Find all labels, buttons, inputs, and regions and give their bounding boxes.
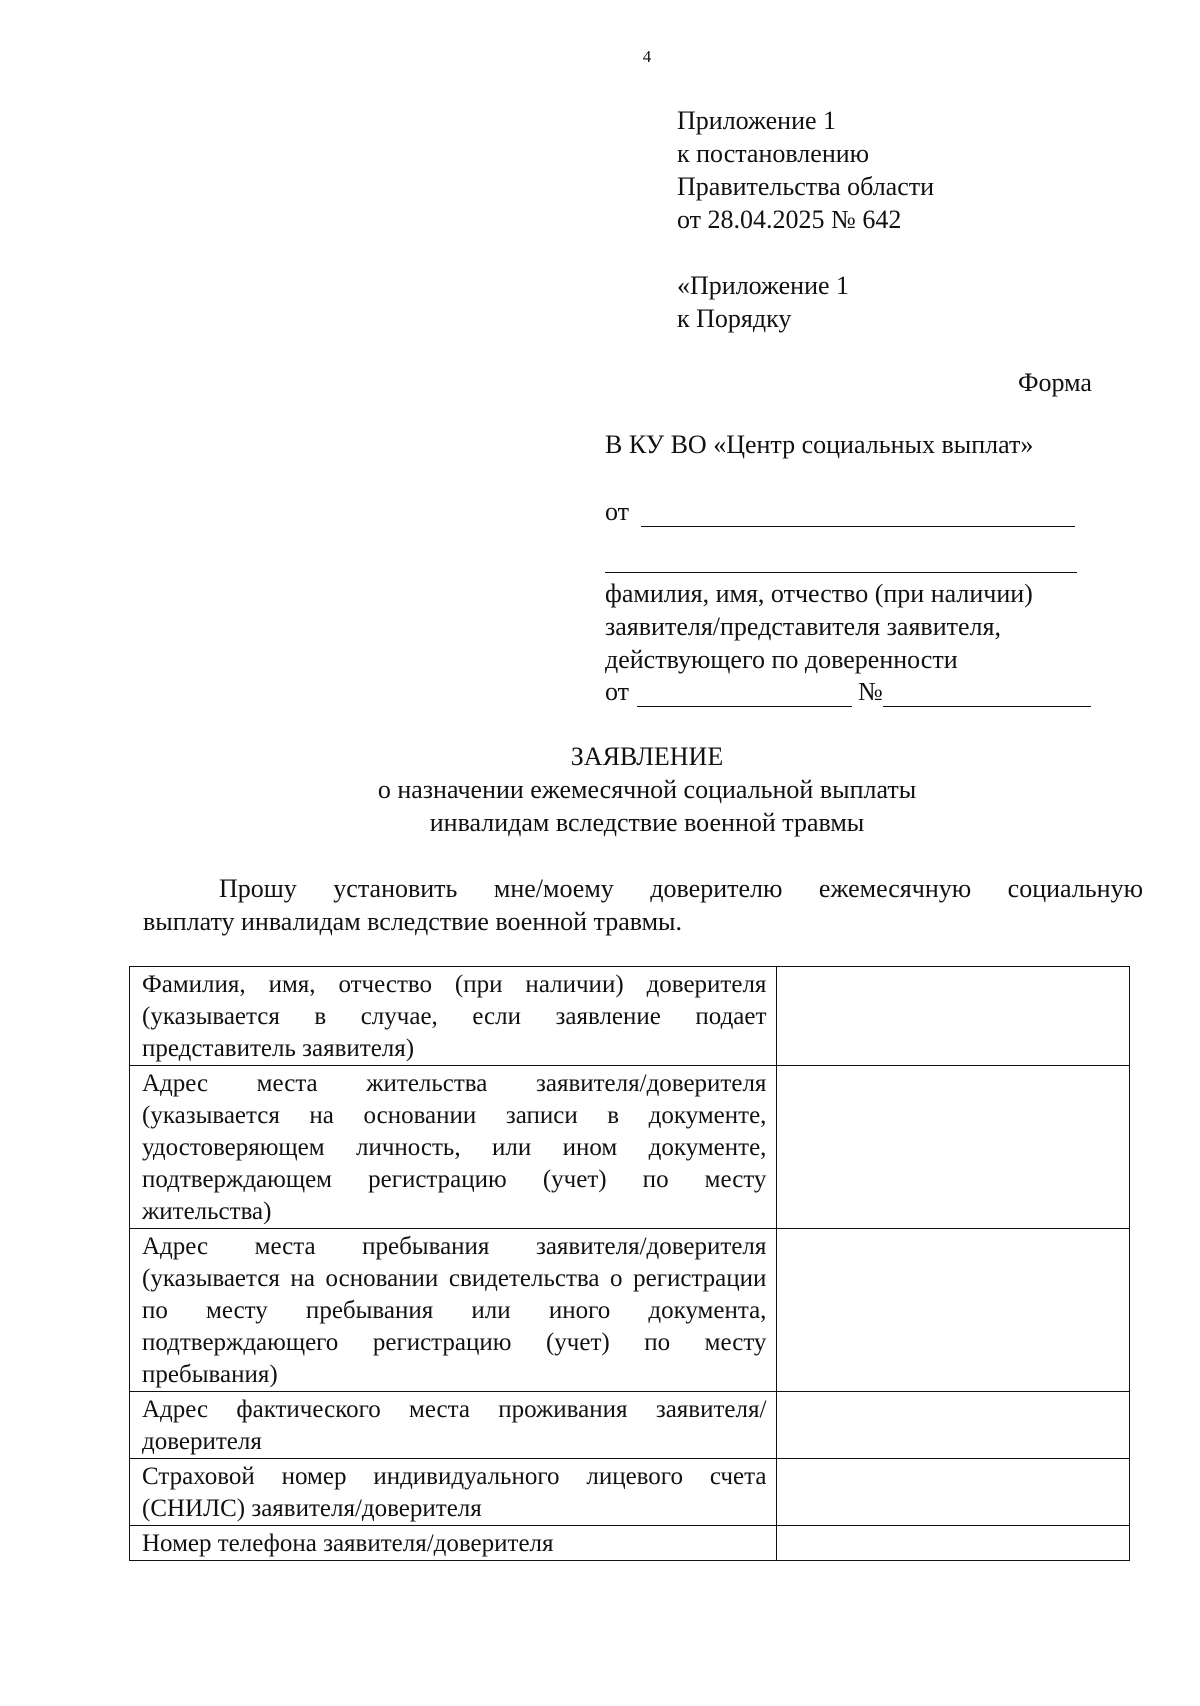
annex-line: Правительства области — [677, 172, 935, 201]
row-value-field[interactable] — [777, 1392, 1130, 1459]
annex-line: от 28.04.2025 № 642 — [677, 205, 902, 234]
row-label: Адрес фактического места проживания заявителя/доверителя — [130, 1392, 777, 1459]
document-title — [0, 740, 1200, 839]
proxy-number-label: № — [858, 677, 883, 706]
table-row — [130, 1392, 1130, 1459]
request-line: выплату инвалидам вследствие военной травмы. — [143, 907, 683, 936]
table-row — [130, 1459, 1130, 1526]
proxy-date-field[interactable] — [637, 680, 852, 707]
form-label: Форма — [1018, 368, 1092, 397]
row-value-field[interactable] — [777, 967, 1130, 1066]
row-label: Адрес места пребывания заявителя/доверителя (указывается на основании свидетельства о регистрации по месту пребывания или иного документа, подтверждающего регистрацию (учет) по месту пребывания) — [130, 1229, 777, 1392]
table-row — [130, 1229, 1130, 1392]
applicant-info-table — [129, 966, 1130, 1561]
table-row — [130, 967, 1130, 1066]
table-row — [130, 1526, 1130, 1561]
caption-line: фамилия, имя, отчество (при наличии) — [605, 579, 1033, 608]
caption-line: заявителя/представителя заявителя, — [605, 612, 1001, 641]
recipient-to: В КУ ВО «Центр социальных выплат» — [605, 430, 1034, 459]
page-number: 4 — [642, 47, 652, 66]
row-label: Фамилия, имя, отчество (при наличии) доверителя (указывается в случае, если заявление подает представитель заявителя) — [130, 967, 777, 1066]
applicant-caption — [605, 577, 1033, 676]
from-label: от — [605, 497, 630, 526]
row-value-field[interactable] — [777, 1066, 1130, 1229]
annex-line: к Порядку — [677, 304, 792, 333]
row-value-field[interactable] — [777, 1229, 1130, 1392]
title-subtitle-line: о назначении ежемесячной социальной выплаты — [377, 775, 917, 804]
annex-line: к постановлению — [677, 139, 870, 168]
annex-line: Приложение 1 — [677, 106, 837, 135]
request-paragraph — [143, 872, 1143, 938]
proxy-row — [605, 677, 1091, 707]
annex-header — [677, 104, 934, 335]
caption-line: действующего по доверенности — [605, 645, 958, 674]
title-heading: ЗАЯВЛЕНИЕ — [570, 742, 724, 771]
applicant-name-field[interactable] — [641, 500, 1075, 527]
proxy-from-label: от — [605, 677, 630, 706]
title-subtitle-line: инвалидам вследствие военной травмы — [429, 808, 865, 837]
row-value-field[interactable] — [777, 1526, 1130, 1561]
row-label: Адрес места жительства заявителя/доверителя (указывается на основании записи в документе, удостоверяющем личность, или ином документе, подтверждающем регистрацию (учет) по месту жительства) — [130, 1066, 777, 1229]
row-label: Номер телефона заявителя/доверителя — [130, 1526, 777, 1561]
annex-line: «Приложение 1 — [677, 271, 850, 300]
annex-spacer — [677, 236, 934, 269]
row-label: Страховой номер индивидуального лицевого счета (СНИЛС) заявителя/доверителя — [130, 1459, 777, 1526]
table-row — [130, 1066, 1130, 1229]
applicant-from-row — [605, 497, 1075, 527]
request-line: Прошу установить мне/моему доверителю ежемесячную социальную — [219, 874, 1143, 903]
row-value-field[interactable] — [777, 1459, 1130, 1526]
applicant-name-field-line2[interactable] — [605, 572, 1077, 573]
proxy-number-field[interactable] — [883, 680, 1091, 707]
